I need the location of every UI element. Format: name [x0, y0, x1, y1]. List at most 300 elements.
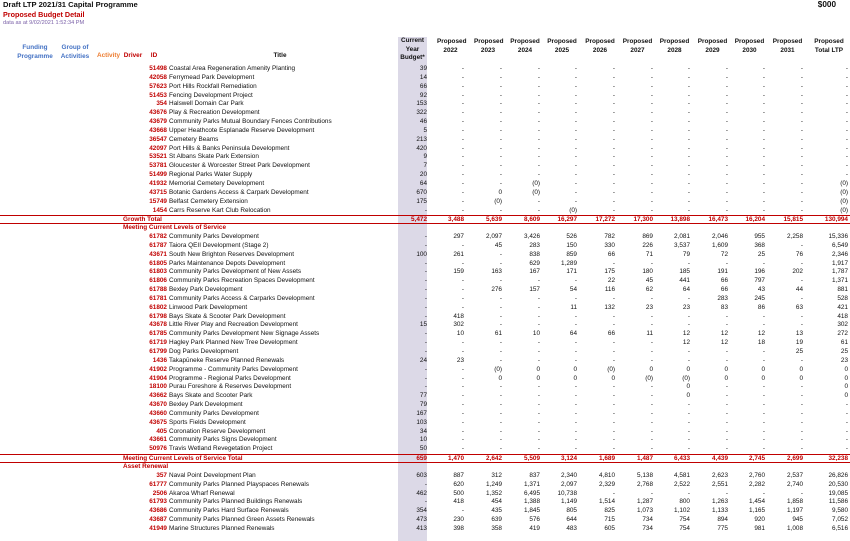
table-row[interactable] [0, 375, 850, 384]
project-id[interactable]: 41932 [149, 179, 167, 187]
project-id[interactable]: 1436 [152, 356, 167, 364]
cell-proposed-value: - [762, 383, 765, 391]
cell-total-ltp: - [845, 445, 848, 453]
cell-proposed-value: 230 [453, 516, 464, 524]
cell-proposed-value: - [762, 126, 765, 134]
table-row[interactable] [0, 109, 850, 118]
section-label: Meeting Current Levels of Service [123, 224, 226, 232]
cell-proposed-value: (0) [532, 179, 540, 187]
project-title: Naval Point Development Plan [169, 471, 256, 479]
project-id[interactable]: 357 [156, 471, 167, 479]
table-row[interactable] [0, 445, 850, 454]
cell-total-ltp: 20,530 [828, 480, 848, 488]
project-id[interactable]: 43686 [149, 507, 167, 515]
table-row[interactable] [0, 100, 850, 109]
cell-proposed-value: - [725, 144, 728, 152]
project-title: Community Parks Recreation Spaces Development [169, 277, 315, 285]
project-id[interactable]: 18100 [149, 383, 167, 391]
table-row[interactable] [0, 153, 850, 162]
col-header-activity[interactable]: Activity [96, 52, 121, 59]
cell-proposed-value: 1,133 [712, 507, 728, 515]
cell-proposed-value: 920 [754, 516, 765, 524]
col-header-2026[interactable]: Proposed 2026 [585, 38, 615, 54]
cell-proposed-value: 43 [757, 286, 765, 294]
cell-proposed-value: - [725, 259, 728, 267]
cell-proposed-value: 5,509 [524, 455, 540, 463]
cell-proposed-value: 805 [566, 507, 577, 515]
cell-proposed-value: - [687, 91, 690, 99]
cell-proposed-value: - [612, 321, 615, 329]
project-id[interactable]: 2506 [152, 489, 167, 497]
project-title: Community Parks Signs Development [169, 436, 277, 444]
cell-current-budget: - [424, 480, 427, 488]
cell-proposed-value: - [650, 144, 653, 152]
cell-proposed-value: 15,815 [783, 216, 803, 224]
cell-proposed-value: 2,522 [674, 480, 690, 488]
cell-proposed-value: 981 [754, 524, 765, 532]
col-header-2027[interactable]: Proposed 2027 [622, 38, 653, 54]
table-row[interactable] [0, 348, 850, 357]
cell-proposed-value: - [762, 259, 765, 267]
cell-proposed-value: 3,426 [524, 233, 540, 241]
project-id[interactable]: 42058 [149, 73, 167, 81]
project-id[interactable]: 57623 [149, 82, 167, 90]
cell-proposed-value: 1,352 [486, 489, 502, 497]
cell-proposed-value: - [650, 356, 653, 364]
table-row[interactable] [0, 410, 850, 419]
project-id[interactable]: 61805 [149, 259, 167, 267]
cell-proposed-value: - [687, 100, 690, 108]
cell-proposed-value: - [800, 277, 803, 285]
table-row[interactable] [0, 92, 850, 101]
project-id[interactable]: 405 [156, 427, 167, 435]
project-id[interactable]: 43676 [149, 109, 167, 117]
cell-proposed-value: - [461, 118, 464, 126]
project-id[interactable]: 61787 [149, 241, 167, 249]
cell-proposed-value: - [499, 339, 502, 347]
cell-current-budget: 15 [419, 321, 427, 329]
cell-total-ltp: - [845, 73, 848, 81]
cell-proposed-value: 167 [529, 268, 540, 276]
table-row[interactable] [0, 162, 850, 171]
cell-proposed-value: - [499, 294, 502, 302]
cell-proposed-value: - [574, 91, 577, 99]
project-id[interactable]: 61798 [149, 312, 167, 320]
table-row[interactable] [0, 357, 850, 366]
cell-proposed-value: - [762, 401, 765, 409]
col-header-title[interactable]: Title [273, 52, 287, 59]
project-id[interactable]: 61781 [149, 294, 167, 302]
cell-current-budget: - [424, 365, 427, 373]
cell-proposed-value: - [461, 507, 464, 515]
table-row[interactable] [0, 145, 850, 154]
col-header-driver[interactable]: Driver [123, 52, 143, 59]
cell-proposed-value: 1,371 [524, 480, 540, 488]
cell-proposed-value: 1,858 [787, 498, 803, 506]
cell-proposed-value: - [725, 401, 728, 409]
table-row[interactable] [0, 304, 850, 313]
table-row[interactable] [0, 498, 850, 507]
cell-proposed-value: 2,642 [486, 455, 502, 463]
project-title: Regional Parks Water Supply [169, 171, 253, 179]
cell-proposed-value: - [574, 312, 577, 320]
project-id[interactable]: 43675 [149, 418, 167, 426]
cell-total-ltp: 272 [837, 330, 848, 338]
cell-proposed-value: 12 [720, 339, 728, 347]
cell-proposed-value: - [725, 162, 728, 170]
cell-proposed-value: - [687, 259, 690, 267]
cell-proposed-value: - [725, 427, 728, 435]
col-header-2022[interactable]: Proposed 2022 [437, 38, 467, 54]
project-id[interactable]: 43670 [149, 401, 167, 409]
table-row[interactable] [0, 207, 850, 216]
table-row[interactable] [0, 286, 850, 295]
project-id[interactable]: 42097 [149, 144, 167, 152]
cell-proposed-value: - [461, 427, 464, 435]
cell-current-budget: - [424, 286, 427, 294]
cell-proposed-value: (0) [569, 206, 577, 214]
project-title: Upper Heathcote Esplanade Reserve Development [169, 126, 315, 134]
cell-proposed-value: 1,609 [712, 241, 728, 249]
project-id[interactable]: 43687 [149, 516, 167, 524]
cell-proposed-value: - [800, 436, 803, 444]
cell-proposed-value: 2,768 [637, 480, 653, 488]
project-id[interactable]: 61799 [149, 348, 167, 355]
project-id[interactable]: 41949 [149, 524, 167, 532]
project-title: Dog Parks Development [169, 348, 239, 355]
table-row[interactable] [0, 127, 850, 136]
cell-proposed-value: 2,745 [749, 455, 765, 463]
table-row[interactable] [0, 383, 850, 392]
cell-proposed-value: - [574, 321, 577, 329]
table-row[interactable] [0, 83, 850, 92]
cell-proposed-value: - [687, 118, 690, 126]
cell-proposed-value: - [574, 401, 577, 409]
col-header-2030[interactable]: Proposed 2030 [734, 38, 765, 54]
cell-current-budget: - [424, 303, 427, 311]
cell-proposed-value: - [499, 356, 502, 364]
cell-proposed-value: 297 [453, 233, 464, 241]
table-row[interactable] [0, 490, 850, 499]
cell-proposed-value: - [537, 100, 540, 108]
cell-proposed-value: - [537, 409, 540, 417]
col-header-2029[interactable]: Proposed 2029 [697, 38, 728, 54]
project-id[interactable]: 61777 [149, 480, 167, 488]
cell-proposed-value: 19 [795, 339, 803, 347]
project-id[interactable]: 43715 [149, 188, 167, 196]
cell-proposed-value: 283 [529, 241, 540, 249]
table-row[interactable] [0, 525, 850, 534]
cell-proposed-value: - [650, 401, 653, 409]
cell-proposed-value: (0) [494, 197, 502, 205]
project-title: Memorial Cemetery Development [169, 179, 265, 187]
cell-total-ltp: - [845, 401, 848, 409]
project-id[interactable]: 43679 [149, 118, 167, 126]
cell-proposed-value: 0 [724, 374, 728, 382]
cell-proposed-value: 526 [566, 233, 577, 241]
cell-proposed-value: 754 [679, 524, 690, 532]
cell-proposed-value: - [499, 73, 502, 81]
cell-proposed-value: 23 [682, 303, 690, 311]
cell-current-budget: 66 [419, 82, 427, 90]
table-row[interactable] [0, 339, 850, 348]
cell-proposed-value: - [800, 162, 803, 170]
table-row[interactable] [0, 481, 850, 490]
cell-proposed-value: - [762, 436, 765, 444]
table-row[interactable] [0, 313, 850, 322]
cell-proposed-value: 61 [494, 330, 502, 338]
cell-proposed-value: 0 [611, 374, 615, 382]
cell-current-budget: 39 [419, 65, 427, 72]
project-title: Port Hills & Banks Peninsula Development [169, 144, 290, 152]
cell-proposed-value: - [725, 65, 728, 72]
subtotal-row[interactable] [0, 215, 850, 224]
cell-proposed-value: 45 [494, 241, 502, 249]
table-row[interactable] [0, 180, 850, 189]
cell-proposed-value: - [650, 259, 653, 267]
cell-proposed-value: 0 [536, 365, 540, 373]
cell-proposed-value: - [800, 445, 803, 453]
cell-proposed-value: - [725, 91, 728, 99]
table-row[interactable] [0, 136, 850, 145]
cell-proposed-value: - [725, 118, 728, 126]
table-row[interactable] [0, 392, 850, 401]
cell-proposed-value: - [499, 427, 502, 435]
col-header-group-of-activities[interactable]: Group of Activities [60, 44, 90, 60]
project-title: St Albans Skate Park Extension [169, 153, 259, 161]
col-header-2028[interactable]: Proposed 2028 [659, 38, 690, 54]
cell-proposed-value: - [687, 65, 690, 72]
cell-current-budget: - [424, 268, 427, 276]
project-id[interactable]: 61782 [149, 233, 167, 241]
cell-proposed-value: 0 [536, 374, 540, 382]
project-id[interactable]: 53781 [149, 162, 167, 170]
project-id[interactable]: 43671 [149, 250, 167, 258]
project-id[interactable]: 51453 [149, 91, 167, 99]
cell-proposed-value: - [499, 401, 502, 409]
cell-total-ltp: - [845, 436, 848, 444]
project-id[interactable]: 43662 [149, 392, 167, 400]
project-title: Ferrymead Park Development [169, 73, 255, 81]
cell-proposed-value: - [612, 144, 615, 152]
cell-proposed-value: - [650, 153, 653, 161]
project-id[interactable]: 50976 [149, 445, 167, 453]
cell-current-budget: - [424, 312, 427, 320]
table-row[interactable] [0, 516, 850, 525]
cell-proposed-value: - [650, 206, 653, 214]
table-row[interactable] [0, 171, 850, 180]
project-id[interactable]: 43668 [149, 126, 167, 134]
cell-proposed-value: 276 [491, 286, 502, 294]
project-id[interactable]: 61793 [149, 498, 167, 506]
cell-proposed-value: - [499, 206, 502, 214]
table-row[interactable] [0, 189, 850, 198]
cell-proposed-value: - [499, 303, 502, 311]
table-row[interactable] [0, 507, 850, 516]
cell-proposed-value: - [650, 188, 653, 196]
cell-total-ltp: 11,586 [828, 498, 848, 506]
cell-proposed-value: - [612, 126, 615, 134]
project-id[interactable]: 53521 [149, 153, 167, 161]
cell-total-ltp: 26,826 [828, 471, 848, 479]
cell-total-ltp: (0) [840, 197, 848, 205]
project-title: Community Parks Planned Green Assets Renewals [169, 516, 315, 524]
cell-current-budget: 7 [423, 162, 427, 170]
cell-proposed-value: - [762, 153, 765, 161]
cell-total-ltp: - [845, 418, 848, 426]
cell-proposed-value: 116 [604, 286, 615, 294]
table-row[interactable] [0, 330, 850, 339]
project-id[interactable]: 61802 [149, 303, 167, 311]
cell-proposed-value: - [612, 118, 615, 126]
cell-proposed-value: - [725, 348, 728, 355]
cell-proposed-value: 2,340 [561, 471, 577, 479]
cell-proposed-value: 869 [642, 233, 653, 241]
table-row[interactable] [0, 277, 850, 286]
col-header-2031[interactable]: Proposed 2031 [772, 38, 803, 54]
cell-proposed-value: 4,810 [599, 471, 615, 479]
cell-proposed-value: 25 [795, 348, 803, 355]
project-id[interactable]: 51498 [149, 65, 167, 72]
cell-proposed-value: - [461, 418, 464, 426]
cell-proposed-value: - [800, 153, 803, 161]
table-row[interactable] [0, 419, 850, 428]
cell-current-budget: 103 [416, 418, 427, 426]
cell-proposed-value: - [612, 259, 615, 267]
cell-total-ltp: 7,052 [832, 516, 848, 524]
col-header-id[interactable]: ID [150, 52, 158, 59]
project-id[interactable]: 61806 [149, 277, 167, 285]
cell-proposed-value: - [537, 277, 540, 285]
cell-proposed-value: - [762, 91, 765, 99]
table-row[interactable] [0, 65, 850, 74]
col-header-2025[interactable]: Proposed 2025 [547, 38, 577, 54]
cell-current-budget: - [424, 259, 427, 267]
cell-proposed-value: - [537, 356, 540, 364]
project-title: Programme - Regional Parks Development [169, 374, 291, 382]
cell-proposed-value: 132 [604, 303, 615, 311]
project-id[interactable]: 61785 [149, 330, 167, 338]
cell-proposed-value: - [687, 197, 690, 205]
cell-proposed-value: - [461, 171, 464, 179]
table-row[interactable] [0, 366, 850, 375]
cell-proposed-value: - [461, 65, 464, 72]
table-row[interactable] [0, 74, 850, 83]
cell-proposed-value: - [687, 294, 690, 302]
cell-proposed-value: - [461, 73, 464, 81]
cell-proposed-value: 83 [720, 303, 728, 311]
cell-proposed-value: 10,738 [557, 489, 577, 497]
table-row[interactable] [0, 401, 850, 410]
table-row[interactable] [0, 268, 850, 277]
project-title: Bays Skate & Scooter Park Development [169, 312, 286, 320]
cell-current-budget: 46 [419, 118, 427, 126]
project-id[interactable]: 36547 [149, 135, 167, 143]
project-id[interactable]: 51499 [149, 171, 167, 179]
table-row[interactable] [0, 242, 850, 251]
project-title: Bexley Park Development [169, 286, 243, 294]
cell-proposed-value: - [612, 197, 615, 205]
project-id[interactable]: 1454 [152, 206, 167, 214]
col-header-2023[interactable]: Proposed 2023 [474, 38, 504, 54]
project-id[interactable]: 43678 [149, 321, 167, 329]
cell-current-budget: 20 [419, 171, 427, 179]
project-id[interactable]: 41904 [149, 374, 167, 382]
project-id[interactable]: 61719 [149, 339, 167, 347]
cell-proposed-value: 79 [682, 250, 690, 258]
cell-total-ltp: - [845, 109, 848, 117]
col-header-2024[interactable]: Proposed 2024 [510, 38, 540, 54]
table-row[interactable] [0, 472, 850, 481]
section-header-row [0, 224, 850, 233]
cell-proposed-value: - [687, 409, 690, 417]
cell-proposed-value: - [725, 418, 728, 426]
cell-proposed-value: - [762, 118, 765, 126]
table-row[interactable] [0, 295, 850, 304]
col-header-funding-programme[interactable]: Funding Programme [17, 44, 53, 60]
cell-total-ltp: (0) [840, 188, 848, 196]
table-row[interactable] [0, 428, 850, 437]
cell-proposed-value: - [461, 294, 464, 302]
cell-proposed-value: - [650, 436, 653, 444]
cell-proposed-value: - [499, 162, 502, 170]
project-id[interactable]: 41902 [149, 365, 167, 373]
table-row[interactable] [0, 118, 850, 127]
cell-total-ltp: 421 [837, 303, 848, 311]
cell-current-budget: 24 [419, 356, 427, 364]
cell-proposed-value: 312 [491, 471, 502, 479]
project-title: Community Parks Development [169, 233, 259, 241]
project-id[interactable]: 61803 [149, 268, 167, 276]
project-id[interactable]: 354 [156, 100, 167, 108]
cell-proposed-value: (0) [494, 365, 502, 373]
table-row[interactable] [0, 233, 850, 242]
cell-proposed-value: 66 [607, 330, 615, 338]
table-row[interactable] [0, 436, 850, 445]
cell-proposed-value: 2,699 [787, 455, 803, 463]
project-id[interactable]: 43660 [149, 409, 167, 417]
project-id[interactable]: 43661 [149, 436, 167, 444]
subtotal-row[interactable] [0, 454, 850, 463]
project-title: Play & Recreation Development [169, 109, 260, 117]
cell-total-ltp: - [845, 153, 848, 161]
cell-proposed-value: - [537, 82, 540, 90]
subtotal-label: Growth Total [123, 216, 162, 224]
table-row[interactable] [0, 321, 850, 330]
cell-proposed-value: - [650, 179, 653, 187]
project-title: Fencing Development Project [169, 91, 253, 99]
cell-total-ltp: - [845, 162, 848, 170]
cell-total-ltp: - [845, 100, 848, 108]
cell-proposed-value: - [612, 162, 615, 170]
cell-proposed-value: - [725, 179, 728, 187]
col-header-total-ltp[interactable]: Proposed Total LTP [814, 38, 844, 54]
cell-proposed-value: - [537, 445, 540, 453]
col-header-current-budget[interactable]: Current Year Budget* [400, 37, 425, 62]
cell-proposed-value: 163 [491, 268, 502, 276]
cell-proposed-value: 66 [720, 286, 728, 294]
project-id[interactable]: 15749 [149, 197, 167, 205]
cell-proposed-value: - [762, 489, 765, 497]
cell-proposed-value: 1,008 [787, 524, 803, 532]
table-row[interactable] [0, 251, 850, 260]
project-id[interactable]: 61788 [149, 286, 167, 294]
table-row[interactable] [0, 260, 850, 269]
cell-proposed-value: - [687, 188, 690, 196]
table-row[interactable] [0, 198, 850, 207]
cell-proposed-value: 13 [795, 330, 803, 338]
cell-proposed-value: - [461, 179, 464, 187]
